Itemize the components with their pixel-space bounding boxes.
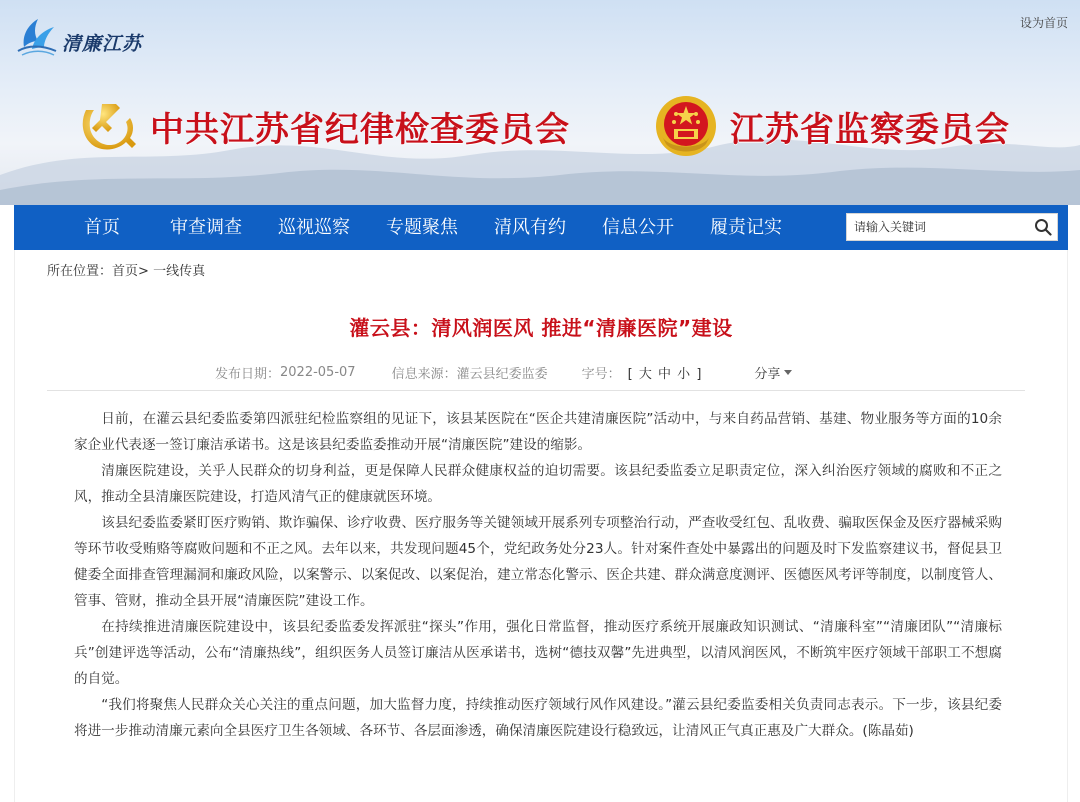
party-emblem-icon	[72, 92, 140, 160]
org-name-cdi: 中共江苏省纪律检查委员会	[150, 109, 570, 150]
bracket-close: ]	[696, 367, 702, 382]
fontsize-controls	[627, 363, 703, 382]
nav-item-inspection[interactable]: 巡视巡察	[278, 217, 350, 238]
nav-item-home[interactable]: 首页	[84, 217, 120, 238]
bracket-open: [	[627, 367, 633, 382]
fontsize-label: 字号：	[581, 367, 621, 382]
breadcrumb-current-link[interactable]: 一线传真	[153, 264, 206, 279]
nav-item-duty-record[interactable]: 履责记实	[710, 217, 782, 238]
search-input[interactable]	[847, 214, 1029, 240]
nav-item-info-disclosure[interactable]: 信息公开	[602, 217, 674, 238]
org-supervision	[652, 92, 1010, 160]
breadcrumb-prefix: 所在位置：	[47, 264, 113, 279]
article-paragraph: “我们将聚焦人民群众关心关注的重点问题，加大监督力度，持续推动医疗领域行风作风建设。”灌云县纪委监委相关负责同志表示。下一步，该县纪委将进一步推动清廉元素向全县医疗卫生各领域、各环节、各层面渗透，确保清廉医院建设行稳致远，让清风正气真正惠及广大群众。(陈晶茹)	[74, 697, 1002, 739]
nav-item-investigation[interactable]: 审查调查	[170, 217, 242, 238]
org-cdi	[72, 92, 570, 160]
publish-date: 2022-05-07	[280, 365, 356, 380]
nav-item-clean-breeze[interactable]: 清风有约	[494, 217, 566, 238]
caret-down-icon	[784, 370, 792, 375]
site-logo[interactable]	[14, 10, 142, 62]
search-box	[846, 213, 1058, 241]
org-name-supervision: 江苏省监察委员会	[730, 109, 1010, 150]
main-nav	[14, 205, 1068, 250]
nav-item-special-focus[interactable]: 专题聚焦	[386, 217, 458, 238]
national-emblem-icon	[652, 92, 720, 160]
fontsize-small-button[interactable]: 小	[677, 367, 691, 382]
share-label: 分享	[754, 367, 781, 382]
breadcrumb	[47, 260, 205, 279]
logo-bird-icon	[14, 13, 60, 59]
search-icon	[1034, 218, 1052, 236]
share-dropdown[interactable]	[754, 363, 792, 382]
logo-text: 清廉江苏	[62, 32, 143, 55]
article-meta	[215, 363, 792, 382]
fontsize-large-button[interactable]: 大	[638, 367, 652, 382]
article-paragraph: 日前，在灌云县纪委监委第四派驻纪检监察组的见证下，该县某医院在“医企共建清廉医院”活动中，与来自药品营销、基建、物业服务等方面的10余家企业代表逐一签订廉洁承诺书。这是该县纪委监委推动开展“清廉医院”建设的缩影。	[74, 411, 1002, 453]
date-label: 发布日期：	[215, 367, 281, 382]
breadcrumb-home-link[interactable]: 首页	[112, 264, 139, 279]
article-card	[14, 250, 1068, 802]
article-title: 灌云县：清风润医风 推进“清廉医院”建设	[349, 316, 733, 340]
set-home-link[interactable]: 设为首页	[1019, 16, 1068, 30]
meta-divider	[47, 390, 1025, 391]
source-value: 灌云县纪委监委	[456, 367, 548, 382]
header-banner	[0, 0, 1080, 205]
search-button[interactable]	[1029, 214, 1057, 240]
fontsize-medium-button[interactable]: 中	[658, 367, 672, 382]
breadcrumb-separator: >	[138, 264, 149, 279]
article-body	[74, 406, 1002, 744]
article-paragraph: 该县纪委监委紧盯医疗购销、欺诈骗保、诊疗收费、医疗服务等关键领域开展系列专项整治行动，严查收受红包、乱收费、骗取医保金及医疗器械采购等环节收受贿赂等腐败问题和不正之风。去年以来，共发现问题45个，党纪政务处分23人。针对案件查处中暴露出的问题及时下发监察建议书，督促县卫健委全面排查管理漏洞和廉政风险，以案警示、以案促改、以案促治，建立常态化警示、医企共建、群众满意度测评、医德医风考评等制度，以制度管人、管事、管财，推动全县开展“清廉医院”建设工作。	[74, 515, 1002, 609]
article-paragraph: 清廉医院建设，关乎人民群众的切身利益，更是保障人民群众健康权益的迫切需要。该县纪委监委立足职责定位，深入纠治医疗领域的腐败和不正之风，推动全县清廉医院建设，打造风清气正的健康就医环境。	[74, 463, 1002, 505]
source-label: 信息来源：	[391, 367, 457, 382]
article-paragraph: 在持续推进清廉医院建设中，该县纪委监委发挥派驻“探头”作用，强化日常监督，推动医疗系统开展廉政知识测试、“清廉科室”“清廉团队”“清廉标兵”创建评选等活动，公布“清廉热线”，组织医务人员签订廉洁从医承诺书，选树“德技双馨”先进典型，以清风润医风，不断筑牢医疗领域干部职工不想腐的自觉。	[74, 619, 1002, 687]
